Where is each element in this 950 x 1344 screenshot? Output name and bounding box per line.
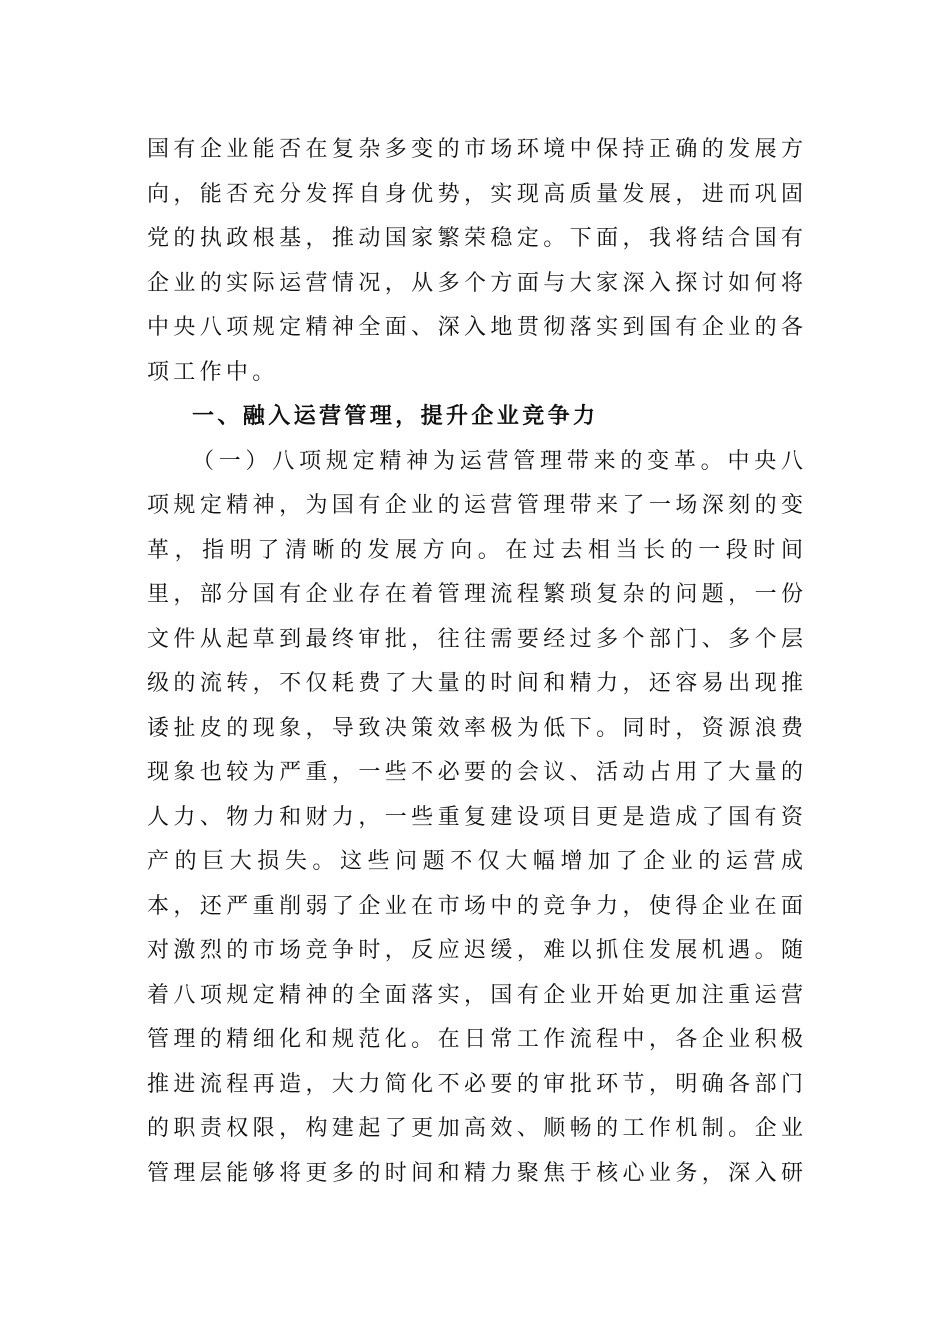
paragraph-line: （一）八项规定精神为运营管理带来的变革。中央八	[192, 448, 803, 474]
paragraph-line: 项规定精神，为国有企业的运营管理带来了一场深刻的变	[147, 493, 803, 518]
paragraph-line: 中央八项规定精神全面、深入地贯彻落实到国有企业的各	[147, 315, 803, 340]
paragraph-line: 级的流转，不仅耗费了大量的时间和精力，还容易出现推	[147, 671, 803, 696]
paragraph-line: 向，能否充分发挥自身优势，实现高质量发展，进而巩固	[147, 181, 803, 207]
paragraph-line: 企业的实际运营情况，从多个方面与大家深入探讨如何将	[147, 270, 803, 296]
paragraph-line: 推进流程再造，大力简化不必要的审批环节，明确各部门	[147, 1071, 803, 1097]
paragraph-line: 诿扯皮的现象，导致决策效率极为低下。同时，资源浪费	[147, 715, 803, 741]
intro-paragraph	[147, 128, 803, 395]
paragraph-line: 项工作中。	[147, 359, 279, 385]
paragraph-line: 本，还严重削弱了企业在市场中的竞争力，使得企业在面	[147, 893, 803, 919]
paragraph-line: 国有企业能否在复杂多变的市场环境中保持正确的发展方	[147, 137, 803, 162]
document-body	[147, 128, 803, 1196]
paragraph-line: 管理层能够将更多的时间和精力聚焦于核心业务，深入研	[147, 1160, 803, 1186]
section-1-paragraph-1	[147, 440, 803, 1197]
paragraph-line: 革，指明了清晰的发展方向。在过去相当长的一段时间	[147, 537, 803, 563]
paragraph-line: 文件从起草到最终审批，往往需要经过多个部门、多个层	[147, 626, 803, 652]
paragraph-line: 现象也较为严重，一些不必要的会议、活动占用了大量的	[147, 760, 803, 785]
paragraph-line: 着八项规定精神的全面落实，国有企业开始更加注重运营	[147, 982, 803, 1008]
paragraph-line: 的职责权限，构建起了更加高效、顺畅的工作机制。企业	[147, 1116, 803, 1141]
paragraph-line: 人力、物力和财力，一些重复建设项目更是造成了国有资	[147, 804, 803, 830]
paragraph-line: 里，部分国有企业存在着管理流程繁琐复杂的问题，一份	[147, 582, 803, 607]
paragraph-line: 管理的精细化和规范化。在日常工作流程中，各企业积极	[147, 1027, 803, 1052]
paragraph-line: 党的执政根基，推动国家繁荣稳定。下面，我将结合国有	[147, 226, 803, 251]
section-heading: 一、融入运营管理，提升企业竞争力	[192, 404, 599, 429]
paragraph-line: 对激烈的市场竞争时，反应迟缓，难以抓住发展机遇。随	[147, 938, 803, 963]
paragraph-line: 产的巨大损失。这些问题不仅大幅增加了企业的运营成	[147, 849, 803, 874]
